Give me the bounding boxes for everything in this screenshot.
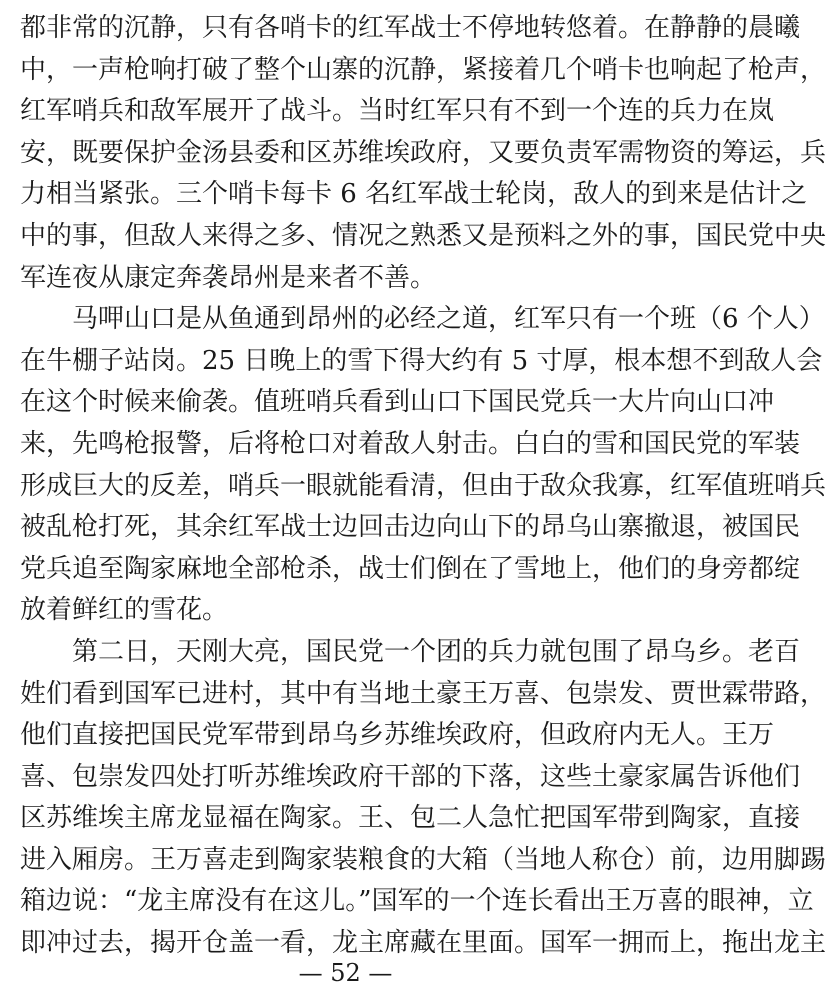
text-line: 马呷山口是从鱼通到昂州的必经之道，红军只有一个班（6 个人） — [72, 304, 825, 335]
text-line: 在这个时候来偷袭。值班哨兵看到山口下国民党兵一大片向山口冲 — [20, 387, 775, 418]
text-line: 力相当紧张。三个哨卡每卡 6 名红军战士轮岗，敌人的到来是估计之 — [20, 179, 808, 210]
text-line: 箱边说：“龙主席没有在这儿。”国军的一个连长看出王万喜的眼神，立 — [20, 886, 814, 917]
text-line: 中的事，但敌人来得之多、情况之熟悉又是预料之外的事，国民党中央 — [20, 220, 826, 251]
text-line: 形成巨大的反差，哨兵一眼就能看清，但由于敌众我寡，红军值班哨兵 — [20, 470, 826, 501]
text-line: 姓们看到国军已进村，其中有当地土豪王万喜、包崇发、贾世霖带路， — [20, 678, 826, 709]
paragraph-2 — [20, 299, 826, 632]
text-line: 安，既要保护金汤县委和区苏维埃政府，又要负责军需物资的筹运，兵 — [20, 137, 826, 168]
text-line: 党兵追至陶家麻地全部枪杀，战士们倒在了雪地上，他们的身旁都绽 — [20, 553, 801, 584]
text-line: 区苏维埃主席龙显福在陶家。王、包二人急忙把国军带到陶家，直接 — [20, 803, 801, 834]
text-line: 即冲过去，揭开仓盖一看，龙主席藏在里面。国军一拥而上，拖出龙主 — [20, 928, 826, 959]
text-line: 第二日，天刚大亮，国民党一个团的兵力就包围了昂乌乡。老百 — [72, 636, 801, 667]
text-line: 都非常的沉静，只有各哨卡的红军战士不停地转悠着。在静静的晨曦 — [20, 13, 801, 43]
text-line: 被乱枪打死，其余红军战士边回击边向山下的昂乌山寨撤退，被国民 — [20, 512, 801, 543]
text-line: 放着鲜红的雪花。 — [20, 595, 229, 626]
paragraph-1 — [20, 8, 826, 299]
text-line: 中，一声枪响打破了整个山寨的沉静，紧接着几个哨卡也响起了枪声， — [20, 54, 826, 85]
text-line: 军连夜从康定奔袭昂州是来者不善。 — [20, 262, 437, 293]
page-number: — 52 — — [298, 959, 393, 987]
text-line: 红军哨兵和敌军展开了战斗。当时红军只有不到一个连的兵力在岚 — [20, 96, 775, 127]
text-line: 来，先鸣枪报警，后将枪口对着敌人射击。白白的雪和国民党的军装 — [20, 428, 801, 459]
text-line: 在牛棚子站岗。25 日晚上的雪下得大约有 5 寸厚，根本想不到敌人会 — [20, 345, 823, 376]
text-line: 他们直接把国民党军带到昂乌乡苏维埃政府，但政府内无人。王万 — [20, 720, 775, 751]
text-line: 进入厢房。王万喜走到陶家装粮食的大箱（当地人称仓）前，边用脚踢 — [20, 844, 826, 875]
text-line: 喜、包崇发四处打听苏维埃政府干部的下落，这些土豪家属告诉他们 — [20, 761, 801, 792]
body-text — [20, 8, 826, 965]
paragraph-3 — [20, 632, 826, 965]
